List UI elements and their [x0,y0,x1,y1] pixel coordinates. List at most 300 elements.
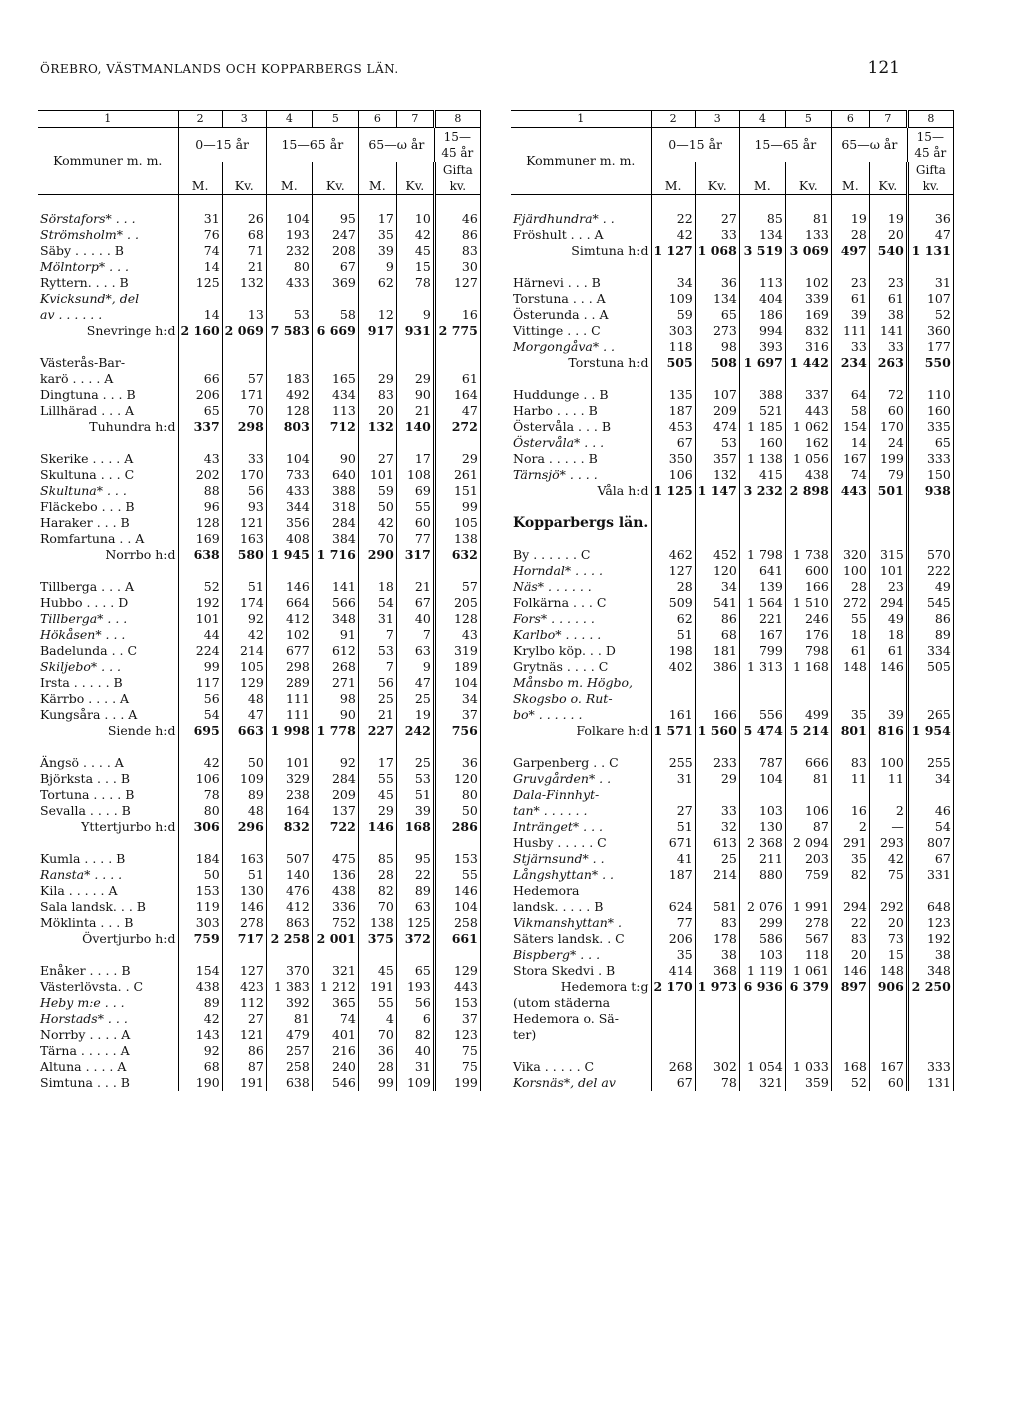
municipality-name: Ängsö . . . . A [38,755,178,771]
table-cell: 191 [222,1075,266,1091]
table-cell: 638 [266,1075,312,1091]
table-cell: 184 [178,851,222,867]
table-row [38,963,480,979]
table-cell: 258 [434,915,480,931]
table-cell: 75 [869,867,907,883]
table-row [38,995,480,1011]
table-row [38,643,480,659]
table-cell: 507 [266,851,312,867]
table-cell: 2 076 [739,899,785,915]
married-women-header: Gifta kv. [434,162,480,195]
table-cell: 99 [178,659,222,675]
municipality-name: Säby . . . . . B [38,243,178,259]
municipality-name: Möklinta . . . B [38,915,178,931]
table-cell: 206 [651,931,695,947]
table-cell [907,515,953,531]
table-cell: 284 [312,771,358,787]
table-row [38,627,480,643]
table-cell: 45 [358,787,396,803]
table-cell [651,691,695,707]
table-cell: 43 [434,627,480,643]
table-row [511,963,953,979]
table-cell: 47 [222,707,266,723]
table-cell: 42 [178,1011,222,1027]
table-cell: 109 [396,1075,434,1091]
table-cell: 423 [222,979,266,995]
table-cell: 139 [739,579,785,595]
table-cell: 11 [869,771,907,787]
table-cell: 294 [831,899,869,915]
table-cell: 581 [695,899,739,915]
table-cell: 55 [358,771,396,787]
table-cell [695,995,739,1011]
table-cell: 35 [651,947,695,963]
table-cell: 136 [312,867,358,883]
table-cell: 67 [651,435,695,451]
municipality-name: Folkärna . . . C [511,595,651,611]
table-cell: 1 945 [266,547,312,563]
female-header: Kv. [222,162,266,195]
spacer-row [511,371,953,387]
table-cell: 546 [312,1075,358,1091]
table-cell: 234 [831,355,869,371]
table-cell: 261 [434,467,480,483]
table-cell [869,675,907,691]
table-cell: 1 510 [785,595,831,611]
table-cell: 1 716 [312,547,358,563]
table-row [38,675,480,691]
table-cell: 293 [869,835,907,851]
table-cell: 104 [266,451,312,467]
table-cell: 600 [785,563,831,579]
table-row [38,227,480,243]
table-cell: 41 [651,851,695,867]
table-cell: 72 [869,387,907,403]
table-cell: 16 [434,307,480,323]
table-cell [869,787,907,803]
table-cell: 48 [222,803,266,819]
municipality-name: bo* . . . . . . [511,707,651,723]
table-cell: 53 [266,307,312,323]
table-cell: 1 991 [785,899,831,915]
table-cell: 43 [178,451,222,467]
municipality-name: Fläckebo . . . B [38,499,178,515]
table-cell: 214 [222,643,266,659]
column-number: 1 [511,111,651,128]
table-cell: 7 [396,627,434,643]
table-cell: 37 [434,1011,480,1027]
table-cell: 1 185 [739,419,785,435]
table-cell: 384 [312,531,358,547]
table-cell: 79 [869,467,907,483]
table-cell: 123 [434,1027,480,1043]
municipality-name: Vika . . . . . C [511,1059,651,1075]
table-cell: 109 [222,771,266,787]
table-cell: 28 [358,1059,396,1075]
table-cell: 65 [178,403,222,419]
municipality-name: Torstuna h:d [511,355,651,371]
table-row [511,1075,953,1091]
table-cell: 2 [831,819,869,835]
table-cell: 202 [178,467,222,483]
table-cell: 95 [396,851,434,867]
table-cell: 96 [178,499,222,515]
age-group-header: 0—15 år [178,128,266,163]
table-cell: 75 [434,1043,480,1059]
table-cell [831,995,869,1011]
spacer-row [511,259,953,275]
table-cell: 193 [266,227,312,243]
table-cell: 695 [178,723,222,739]
table-cell: 104 [266,211,312,227]
table-cell: 273 [695,323,739,339]
table-cell: 492 [266,387,312,403]
table-cell [831,691,869,707]
table-cell: 192 [178,595,222,611]
table-cell: 42 [651,227,695,243]
table-cell: 153 [434,851,480,867]
table-cell: 321 [312,963,358,979]
table-cell [831,787,869,803]
table-cell: 368 [695,963,739,979]
municipality-name: Dingtuna . . . B [38,387,178,403]
female-header: Kv. [312,162,358,195]
table-row [511,579,953,595]
municipality-name: Ransta* . . . . [38,867,178,883]
table-cell: 246 [785,611,831,627]
table-cell: 401 [312,1027,358,1043]
table-cell: 87 [785,819,831,835]
table-cell [739,691,785,707]
municipality-name: Skogsbo o. Rut- [511,691,651,707]
table-cell: 54 [907,819,953,835]
municipality-name: Östervåla* . . . [511,435,651,451]
table-row [38,531,480,547]
table-cell: 90 [312,451,358,467]
table-cell: 438 [178,979,222,995]
table-cell: 47 [907,227,953,243]
column-number: 3 [695,111,739,128]
table-cell: 21 [396,579,434,595]
municipality-name: Tillberga* . . . [38,611,178,627]
table-cell [739,995,785,1011]
municipality-name: Heby m:e . . . [38,995,178,1011]
table-cell: 832 [266,819,312,835]
table-cell [695,691,739,707]
table-cell: 348 [312,611,358,627]
table-cell: 81 [266,1011,312,1027]
municipality-name: Stora Skedvi . B [511,963,651,979]
table-cell: 51 [222,579,266,595]
table-cell: 31 [907,275,953,291]
table-cell: 82 [396,1027,434,1043]
table-cell [695,1011,739,1027]
table-cell: 438 [785,467,831,483]
table-cell: 2 258 [266,931,312,947]
table-cell: 138 [434,531,480,547]
table-row [511,867,953,883]
table-cell: 333 [907,451,953,467]
age-group-header: 15—65 år [266,128,358,163]
table-row [511,787,953,803]
table-cell: 227 [358,723,396,739]
table-cell: 1 061 [785,963,831,979]
table-cell: 393 [739,339,785,355]
table-row [511,771,953,787]
table-cell: 20 [869,227,907,243]
table-cell: 65 [695,307,739,323]
table-row [38,355,480,371]
table-cell: 77 [396,531,434,547]
table-cell: 50 [434,803,480,819]
table-row [38,499,480,515]
table-cell: 55 [396,499,434,515]
municipality-name: Siende h:d [38,723,178,739]
column-number-row [38,111,480,128]
male-header: M. [358,162,396,195]
table-cell: 134 [739,227,785,243]
table-cell: 570 [907,547,953,563]
spacer-row [38,835,480,851]
table-cell: 1 212 [312,979,358,995]
municipality-name: karö . . . . A [38,371,178,387]
table-cell: 278 [222,915,266,931]
table-cell: 663 [222,723,266,739]
table-cell: 101 [869,563,907,579]
table-cell: 95 [312,211,358,227]
table-cell: 191 [358,979,396,995]
municipality-name: Tuhundra h:d [38,419,178,435]
table-cell: 16 [831,803,869,819]
table-cell: 759 [785,867,831,883]
municipality-name: Simtuna h:d [511,243,651,259]
table-cell: 162 [785,435,831,451]
table-cell: 89 [178,995,222,1011]
table-cell: 370 [266,963,312,979]
table-cell: 91 [312,627,358,643]
district-total-row [38,419,480,435]
table-cell: 118 [785,947,831,963]
table-row [38,483,480,499]
table-cell: 98 [695,339,739,355]
table-cell: 15 [396,259,434,275]
table-cell: 612 [312,643,358,659]
table-cell: 113 [739,275,785,291]
table-cell: 46 [907,803,953,819]
table-cell: 224 [178,643,222,659]
table-cell: 39 [358,243,396,259]
spacer-row [511,739,953,755]
table-cell: 2 368 [739,835,785,851]
table-cell: 386 [695,659,739,675]
table-cell: 756 [434,723,480,739]
table-cell: 100 [869,755,907,771]
table-cell: 64 [831,387,869,403]
table-cell: 11 [831,771,869,787]
table-cell: 59 [651,307,695,323]
table-cell: 9 [358,259,396,275]
table-cell: 141 [869,323,907,339]
spacer-row [511,1043,953,1059]
table-cell: 167 [869,1059,907,1075]
table-cell: 109 [651,291,695,307]
table-row [38,515,480,531]
right-table-block [511,110,954,1091]
table-cell: 33 [695,803,739,819]
table-cell [907,995,953,1011]
table-cell: 143 [178,1027,222,1043]
table-cell: 163 [222,851,266,867]
table-cell: 4 [358,1011,396,1027]
table-cell: 130 [739,819,785,835]
table-cell: 47 [434,403,480,419]
municipality-name: Österunda . . A [511,307,651,323]
table-cell: 28 [831,579,869,595]
table-cell: 331 [907,867,953,883]
table-row [511,547,953,563]
table-cell: 10 [396,211,434,227]
table-row [511,995,953,1011]
table-cell: 127 [222,963,266,979]
column-number: 7 [869,111,907,128]
table-cell: 63 [396,899,434,915]
table-cell: 271 [312,675,358,691]
table-cell: 81 [785,771,831,787]
table-cell [785,995,831,1011]
table-cell: 268 [312,659,358,675]
table-cell: 1 125 [651,483,695,499]
table-cell [869,1011,907,1027]
table-cell: 86 [222,1043,266,1059]
table-cell: 53 [695,435,739,451]
table-cell: 174 [222,595,266,611]
table-row [38,1075,480,1091]
table-cell: 67 [312,259,358,275]
table-cell: 111 [266,691,312,707]
table-cell: 105 [222,659,266,675]
table-cell: 146 [222,899,266,915]
table-cell [434,355,480,371]
municipality-name: landsk. . . . . B [511,899,651,915]
table-cell: 268 [651,1059,695,1075]
table-cell: 62 [358,275,396,291]
table-cell [266,291,312,307]
table-cell [651,1027,695,1043]
table-cell: 255 [907,755,953,771]
table-cell: 661 [434,931,480,947]
table-cell: 832 [785,323,831,339]
table-row [38,1059,480,1075]
spacer-row [38,563,480,579]
column-number: 4 [739,111,785,128]
table-cell: 20 [831,947,869,963]
table-cell: 402 [651,659,695,675]
table-row [511,675,953,691]
municipality-name: Tillberga . . . A [38,579,178,595]
table-cell [178,291,222,307]
column-number: 8 [907,111,953,128]
male-header: M. [178,162,222,195]
table-cell [831,883,869,899]
table-cell: 70 [358,1027,396,1043]
table-cell [222,355,266,371]
municipality-name: Badelunda . . C [38,643,178,659]
table-cell [831,675,869,691]
table-cell [785,515,831,531]
table-row [511,899,953,915]
table-cell: 476 [266,883,312,899]
table-cell: 316 [785,339,831,355]
table-cell: 19 [831,211,869,227]
table-cell: 127 [651,563,695,579]
table-cell: 641 [739,563,785,579]
table-cell: 55 [434,867,480,883]
table-cell: 50 [358,499,396,515]
table-cell: 541 [695,595,739,611]
table-cell: 1 127 [651,243,695,259]
table-cell: 51 [396,787,434,803]
table-cell: 1 973 [695,979,739,995]
table-row [511,435,953,451]
table-cell: 388 [312,483,358,499]
table-row [511,627,953,643]
table-cell: 19 [396,707,434,723]
table-cell: 433 [266,275,312,291]
table-row [511,387,953,403]
table-cell: 132 [222,275,266,291]
table-cell: 105 [434,515,480,531]
table-cell: 799 [739,643,785,659]
table-cell: 443 [831,483,869,499]
table-row [38,307,480,323]
table-cell: 133 [785,227,831,243]
table-cell: 42 [869,851,907,867]
table-row [511,467,953,483]
table-cell: 56 [358,675,396,691]
table-cell: 24 [869,435,907,451]
table-row [511,1027,953,1043]
table-cell: 638 [178,547,222,563]
table-cell: 75 [434,1059,480,1075]
table-cell: 214 [695,867,739,883]
table-row [511,755,953,771]
table-cell: 21 [396,403,434,419]
table-row [38,243,480,259]
table-row [511,707,953,723]
table-cell: 257 [266,1043,312,1059]
table-cell: 31 [396,1059,434,1075]
table-cell: 35 [358,227,396,243]
table-row [38,467,480,483]
table-cell: 148 [869,963,907,979]
table-cell: 42 [178,755,222,771]
table-cell: 897 [831,979,869,995]
table-cell: 348 [907,963,953,979]
table-cell [695,883,739,899]
table-cell: 130 [222,883,266,899]
municipality-name: Enåker . . . . B [38,963,178,979]
table-cell: 509 [651,595,695,611]
table-cell [739,1011,785,1027]
table-cell [695,1027,739,1043]
table-cell: 160 [907,403,953,419]
table-cell: 34 [651,275,695,291]
municipality-name: Härnevi . . . B [511,275,651,291]
table-cell: 146 [266,579,312,595]
table-cell: 146 [358,819,396,835]
table-row [38,803,480,819]
table-cell: 52 [831,1075,869,1091]
